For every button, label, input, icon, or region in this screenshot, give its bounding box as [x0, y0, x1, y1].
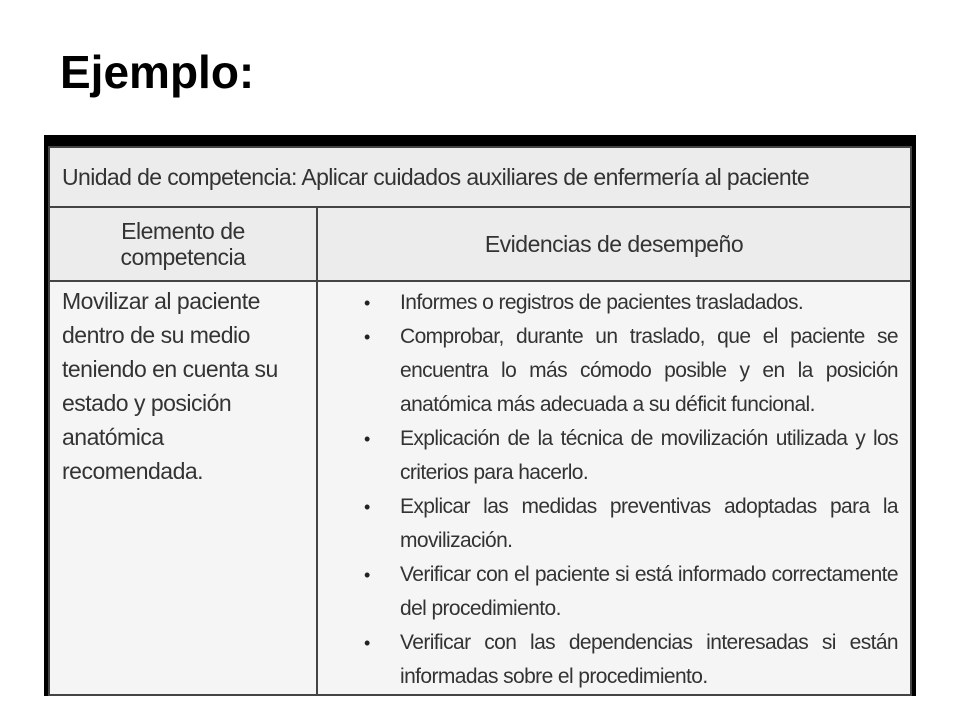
- competency-table: [48, 146, 912, 696]
- evidence-item-text: Comprobar, durante un traslado, que el paciente se encuentra lo más cómodo posible y en la posición anatómica más adecuada a su déficit funcional.: [400, 325, 898, 416]
- header-row: [49, 207, 911, 281]
- bullet-icon: •: [364, 497, 370, 517]
- evidence-item-text: Explicación de la técnica de movilización utilizada y los criterios para hacerlo.: [400, 427, 898, 484]
- evidence-item-text: Explicar las medidas preventivas adoptadas para la movilización.: [400, 495, 898, 552]
- evidence-item: [318, 286, 898, 320]
- bullet-icon: •: [364, 293, 370, 313]
- evidence-item-text: Verificar con el paciente si está informado correctamente del procedimiento.: [400, 563, 898, 620]
- element-header: [49, 207, 317, 281]
- competency-table-frame: [44, 135, 916, 696]
- evidence-cell: [317, 281, 911, 695]
- element-of-competence: Movilizar al paciente dentro de su medio teniendo en cuenta su estado y posición anatómica recomendada.: [49, 281, 317, 695]
- bullet-icon: •: [364, 565, 370, 585]
- evidence-item-text: Verificar con las dependencias interesadas si están informadas sobre el procedimiento.: [400, 631, 898, 688]
- evidence-item-text: Informes o registros de pacientes trasladados.: [400, 291, 804, 314]
- evidence-item: [318, 490, 898, 558]
- unit-row: [49, 147, 911, 207]
- bullet-icon: •: [364, 327, 370, 347]
- evidence-item: [318, 320, 898, 422]
- evidence-item: [318, 626, 898, 694]
- evidence-list: [318, 286, 898, 694]
- unit-of-competence: Unidad de competencia: Aplicar cuidados auxiliares de enfermería al paciente: [49, 147, 911, 207]
- evidence-header: Evidencias de desempeño: [317, 207, 911, 281]
- bullet-icon: •: [364, 633, 370, 653]
- content-row: [49, 281, 911, 695]
- element-header-label: Elemento de competencia: [120, 217, 246, 270]
- bullet-icon: •: [364, 429, 370, 449]
- slide-title: Ejemplo:: [60, 46, 255, 98]
- evidence-item: [318, 422, 898, 490]
- evidence-item: [318, 558, 898, 626]
